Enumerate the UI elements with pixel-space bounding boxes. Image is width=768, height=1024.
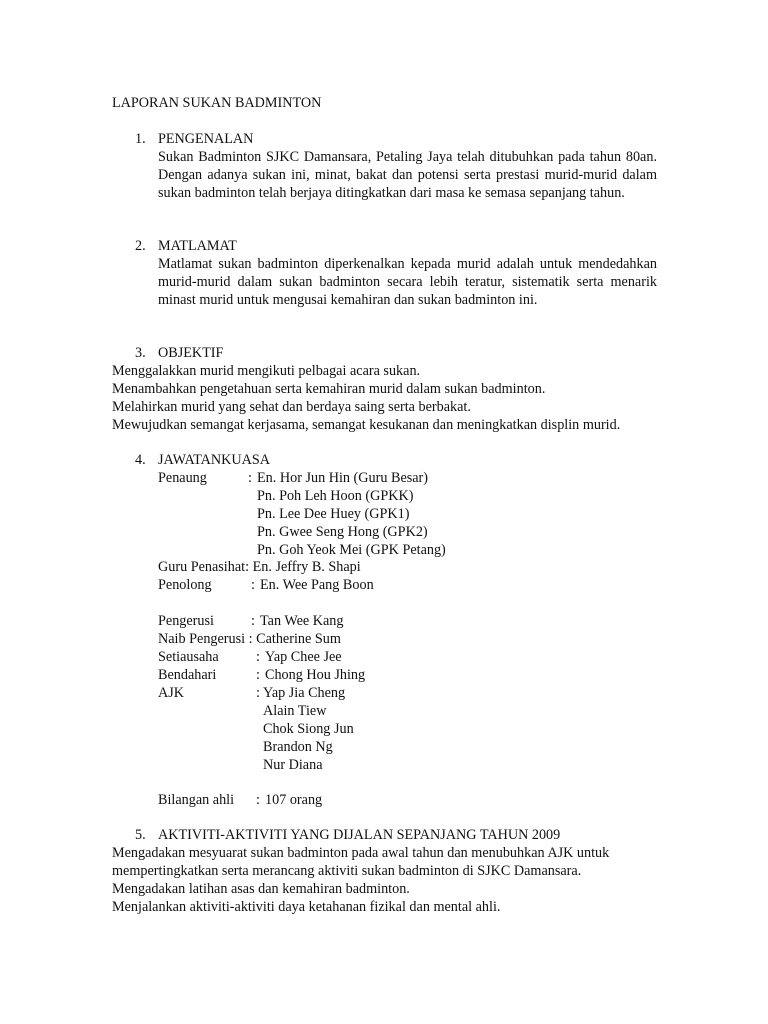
penolong-separator: : — [251, 577, 255, 593]
ajk-list — [263, 684, 354, 774]
penaung-label: Penaung — [158, 470, 207, 486]
section-title: JAWATANKUASA — [158, 452, 271, 468]
section-heading-objektif — [135, 344, 223, 362]
setiausaha-value: Yap Chee Jee — [265, 649, 342, 665]
bendahari-separator: : — [256, 667, 260, 683]
penaung-name: Pn. Gwee Seng Hong (GPK2) — [257, 524, 428, 540]
guru-penasihat-separator: : — [245, 559, 250, 575]
section-title: OBJEKTIF — [158, 345, 224, 361]
document-title: LAPORAN SUKAN BADMINTON — [112, 95, 322, 111]
naib-pengerusi-separator: : — [248, 631, 253, 647]
ajk-name: Alain Tiew — [263, 703, 327, 719]
section-number: 2. — [135, 238, 146, 254]
guru-penasihat-value: En. Jeffry B. Shapi — [252, 559, 361, 575]
bilangan-ahli-label: Bilangan ahli — [158, 792, 235, 808]
naib-pengerusi-label: Naib Pengerusi — [158, 631, 246, 647]
objektif-item: Mewujudkan semangat kerjasama, semangat kesukanan dan meningkatkan displin murid. — [112, 417, 621, 433]
section-title: PENGENALAN — [158, 131, 254, 147]
section-heading-jawatankuasa — [135, 451, 270, 469]
aktiviti-line: Mengadakan mesyuarat sukan badminton pada awal tahun dan menubuhkan AJK untuk — [112, 845, 610, 861]
section-number: 5. — [135, 827, 146, 843]
ajk-name: Chok Siong Jun — [263, 721, 354, 737]
penolong-label: Penolong — [158, 577, 212, 593]
paragraph-matlamat: Matlamat sukan badminton diperkenalkan kepada murid adalah untuk mendedahkan murid-murid dalam sukan badminton secara lebih teratur, sistematik serta menarik minast murid untuk mengusai kemahiran dan sukan badminton ini. — [158, 256, 657, 308]
objektif-item: Menambahkan pengetahuan serta kemahiran murid dalam sukan badminton. — [112, 381, 546, 397]
pengerusi-separator: : — [251, 613, 255, 629]
ajk-label: AJK — [158, 685, 185, 701]
bilangan-ahli-value: 107 orang — [265, 792, 323, 808]
objektif-item: Melahirkan murid yang sehat dan berdaya saing serta berbakat. — [112, 399, 471, 415]
section-heading-matlamat — [135, 237, 237, 255]
section-number: 1. — [135, 131, 146, 147]
penaung-name: Pn. Goh Yeok Mei (GPK Petang) — [257, 542, 446, 558]
penaung-separator: : — [248, 470, 252, 486]
penaung-name: Pn. Lee Dee Huey (GPK1) — [257, 506, 410, 522]
ajk-separator: : — [256, 685, 260, 701]
section-title: AKTIVITI-AKTIVITI YANG DIJALAN SEPANJANG TAHUN 2009 — [158, 827, 561, 843]
section-heading-aktiviti — [135, 826, 560, 844]
bilangan-ahli-separator: : — [256, 792, 260, 808]
ajk-name: Yap Jia Cheng — [263, 685, 346, 701]
penolong-value: En. Wee Pang Boon — [260, 577, 374, 593]
objektif-list — [112, 362, 620, 434]
section-heading-pengenalan — [135, 130, 253, 148]
setiausaha-separator: : — [256, 649, 260, 665]
aktiviti-line: Mengadakan latihan asas dan kemahiran badminton. — [112, 881, 410, 897]
section-title: MATLAMAT — [158, 238, 237, 254]
pengerusi-value: Tan Wee Kang — [260, 613, 344, 629]
penaung-name: En. Hor Jun Hin (Guru Besar) — [257, 470, 429, 486]
bendahari-label: Bendahari — [158, 667, 217, 683]
ajk-name: Nur Diana — [263, 757, 323, 773]
bendahari-value: Chong Hou Jhing — [265, 667, 366, 683]
section-number: 3. — [135, 345, 146, 361]
objektif-item: Menggalakkan murid mengikuti pelbagai acara sukan. — [112, 363, 421, 379]
aktiviti-line: Menjalankan aktiviti-aktiviti daya ketahanan fizikal dan mental ahli. — [112, 899, 501, 915]
aktiviti-line: mempertingkatkan serta merancang aktiviti sukan badminton di SJKC Damansara. — [112, 863, 582, 879]
aktiviti-list — [112, 844, 609, 916]
ajk-name: Brandon Ng — [263, 739, 333, 755]
penaung-list — [257, 469, 446, 559]
guru-penasihat-row — [158, 558, 361, 576]
naib-pengerusi-value: Catherine Sum — [256, 631, 341, 647]
section-number: 4. — [135, 452, 146, 468]
pengerusi-label: Pengerusi — [158, 613, 214, 629]
setiausaha-label: Setiausaha — [158, 649, 219, 665]
paragraph-pengenalan: Sukan Badminton SJKC Damansara, Petaling Jaya telah ditubuhkan pada tahun 80an. Dengan adanya sukan ini, minat, bakat dan potensi serta prestasi murid-murid dalam sukan badminton telah berjaya ditingkatkan dari masa ke semasa sepanjang tahun. — [158, 149, 657, 201]
penaung-name: Pn. Poh Leh Hoon (GPKK) — [257, 488, 414, 504]
naib-pengerusi-row — [158, 630, 341, 648]
guru-penasihat-label: Guru Penasihat — [158, 559, 246, 575]
